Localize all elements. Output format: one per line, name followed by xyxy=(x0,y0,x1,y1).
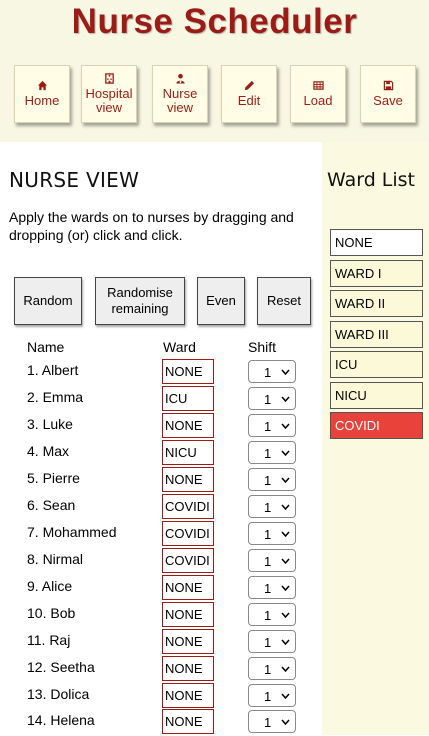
shift-value: 1 xyxy=(264,715,272,730)
shift-value: 1 xyxy=(264,500,272,515)
ward-list-title: Ward List xyxy=(327,169,416,191)
app-title: Nurse Scheduler xyxy=(71,2,358,41)
shift-value: 1 xyxy=(264,581,272,596)
shift-select[interactable] xyxy=(248,657,296,680)
instructions-text: Apply the wards on to nurses by dragging and dropping (or) click and click. xyxy=(9,209,294,243)
table-icon xyxy=(313,80,324,91)
nav-nurse-view-button[interactable] xyxy=(152,65,208,123)
table-row xyxy=(0,413,322,440)
ward-item-ward-iii[interactable]: WARD III xyxy=(330,321,423,348)
shift-value: 1 xyxy=(264,365,272,380)
shift-select[interactable] xyxy=(248,495,296,518)
nav-label: Home xyxy=(24,93,60,108)
page-title: NURSE VIEW xyxy=(9,168,140,192)
ward-drop-slot[interactable]: NONE xyxy=(162,467,214,492)
nav-label: Load xyxy=(303,93,333,108)
shift-select[interactable] xyxy=(248,468,296,491)
nurse-icon xyxy=(175,73,186,84)
chevron-down-icon xyxy=(281,639,290,645)
table-row xyxy=(0,575,322,602)
shift-value: 1 xyxy=(264,527,272,542)
chevron-down-icon xyxy=(281,369,290,375)
column-header-ward: Ward xyxy=(163,339,196,355)
shift-select[interactable] xyxy=(248,387,296,410)
ward-drop-slot[interactable]: NONE xyxy=(162,656,214,681)
ward-item-nicu[interactable]: NICU xyxy=(330,382,423,409)
shift-value: 1 xyxy=(264,446,272,461)
shift-select[interactable] xyxy=(248,360,296,383)
shift-value: 1 xyxy=(264,554,272,569)
hospital-icon xyxy=(104,73,115,84)
button-label: remaining xyxy=(111,301,169,316)
ward-drop-slot[interactable]: NONE xyxy=(162,359,214,384)
nurse-name: 8. Nirmal xyxy=(27,551,84,567)
random-button[interactable] xyxy=(14,277,82,325)
nurse-name: 3. Luke xyxy=(27,416,73,432)
table-row xyxy=(0,683,322,710)
table-row xyxy=(0,494,322,521)
nurse-name: 9. Alice xyxy=(27,578,73,594)
nav-save-button[interactable] xyxy=(360,65,416,123)
table-row xyxy=(0,548,322,575)
nurse-name: 2. Emma xyxy=(27,389,84,405)
shift-value: 1 xyxy=(264,635,272,650)
table-row xyxy=(0,386,322,413)
ward-item-none[interactable]: NONE xyxy=(330,229,423,256)
save-icon xyxy=(383,80,394,91)
header xyxy=(0,0,429,142)
column-header-shift: Shift xyxy=(248,339,277,355)
nav-hospital-view-button[interactable] xyxy=(81,65,137,123)
even-button[interactable] xyxy=(197,277,245,325)
ward-drop-slot[interactable]: NICU xyxy=(162,440,214,465)
chevron-down-icon xyxy=(281,477,290,483)
nav-label: Nurse xyxy=(162,86,198,101)
ward-drop-slot[interactable]: NONE xyxy=(162,683,214,708)
chevron-down-icon xyxy=(281,531,290,537)
nurse-name: 4. Max xyxy=(27,443,70,459)
ward-drop-slot[interactable]: ICU xyxy=(162,386,214,411)
ward-drop-slot[interactable]: COVIDI xyxy=(162,548,214,573)
chevron-down-icon xyxy=(281,612,290,618)
shift-value: 1 xyxy=(264,392,272,407)
nav-home-button[interactable] xyxy=(14,65,70,123)
nurse-name: 1. Albert xyxy=(27,362,79,378)
nav-label: Save xyxy=(373,93,403,108)
ward-drop-slot[interactable]: NONE xyxy=(162,629,214,654)
table-row xyxy=(0,656,322,683)
chevron-down-icon xyxy=(281,693,290,699)
ward-drop-slot[interactable]: NONE xyxy=(162,709,214,734)
shift-value: 1 xyxy=(264,662,272,677)
randomise-remaining-button[interactable] xyxy=(95,277,185,325)
nurse-name: 5. Pierre xyxy=(27,470,80,486)
button-label: Even xyxy=(206,293,236,308)
chevron-down-icon xyxy=(281,504,290,510)
chevron-down-icon xyxy=(281,719,290,725)
table-row xyxy=(0,709,322,736)
chevron-down-icon xyxy=(281,450,290,456)
shift-select[interactable] xyxy=(248,414,296,437)
nav-edit-button[interactable] xyxy=(221,65,277,123)
shift-select[interactable] xyxy=(248,441,296,464)
button-label: Randomise xyxy=(107,285,173,300)
shift-select[interactable] xyxy=(248,522,296,545)
chevron-down-icon xyxy=(281,585,290,591)
shift-select[interactable] xyxy=(248,576,296,599)
ward-drop-slot[interactable]: NONE xyxy=(162,575,214,600)
shift-select[interactable] xyxy=(248,549,296,572)
ward-drop-slot[interactable]: COVIDI xyxy=(162,521,214,546)
chevron-down-icon xyxy=(281,558,290,564)
home-icon xyxy=(37,80,48,91)
nurse-name: 10. Bob xyxy=(27,605,76,621)
chevron-down-icon xyxy=(281,666,290,672)
table-row xyxy=(0,629,322,656)
shift-select[interactable] xyxy=(248,684,296,707)
ward-drop-slot[interactable]: COVIDI xyxy=(162,494,214,519)
button-label: Reset xyxy=(267,293,301,308)
ward-item-icu[interactable]: ICU xyxy=(330,351,423,378)
chevron-down-icon xyxy=(281,423,290,429)
table-row xyxy=(0,602,322,629)
shift-select[interactable] xyxy=(248,630,296,653)
shift-select[interactable] xyxy=(248,710,296,733)
nurse-name: 11. Raj xyxy=(27,632,71,648)
ward-item-ward-i[interactable]: WARD I xyxy=(330,260,423,287)
chevron-down-icon xyxy=(281,396,290,402)
reset-button[interactable] xyxy=(257,277,311,325)
nav-label: Edit xyxy=(237,93,261,108)
ward-item-covidi[interactable]: COVIDI xyxy=(330,412,423,439)
nav-load-button[interactable] xyxy=(290,65,346,123)
shift-select[interactable] xyxy=(248,603,296,626)
column-header-name: Name xyxy=(27,339,65,355)
nav-label: view xyxy=(166,100,193,115)
pencil-icon xyxy=(244,80,255,91)
nurse-name: 13. Dolica xyxy=(27,686,90,702)
button-label: Random xyxy=(23,293,73,308)
ward-item-ward-ii[interactable]: WARD II xyxy=(330,290,423,317)
shift-value: 1 xyxy=(264,608,272,623)
table-row xyxy=(0,440,322,467)
nurse-name: 7. Mohammed xyxy=(27,524,117,540)
nav-label: Hospital xyxy=(85,86,133,101)
table-row xyxy=(0,359,322,386)
nav-label: view xyxy=(95,100,122,115)
nurse-name: 14. Helena xyxy=(27,712,95,728)
table-row xyxy=(0,521,322,548)
nurse-name: 12. Seetha xyxy=(27,659,95,675)
nurse-name: 6. Sean xyxy=(27,497,76,513)
table-row xyxy=(0,467,322,494)
ward-drop-slot[interactable]: NONE xyxy=(162,602,214,627)
shift-value: 1 xyxy=(264,473,272,488)
shift-value: 1 xyxy=(264,689,272,704)
shift-value: 1 xyxy=(264,419,272,434)
ward-drop-slot[interactable]: NONE xyxy=(162,413,214,438)
